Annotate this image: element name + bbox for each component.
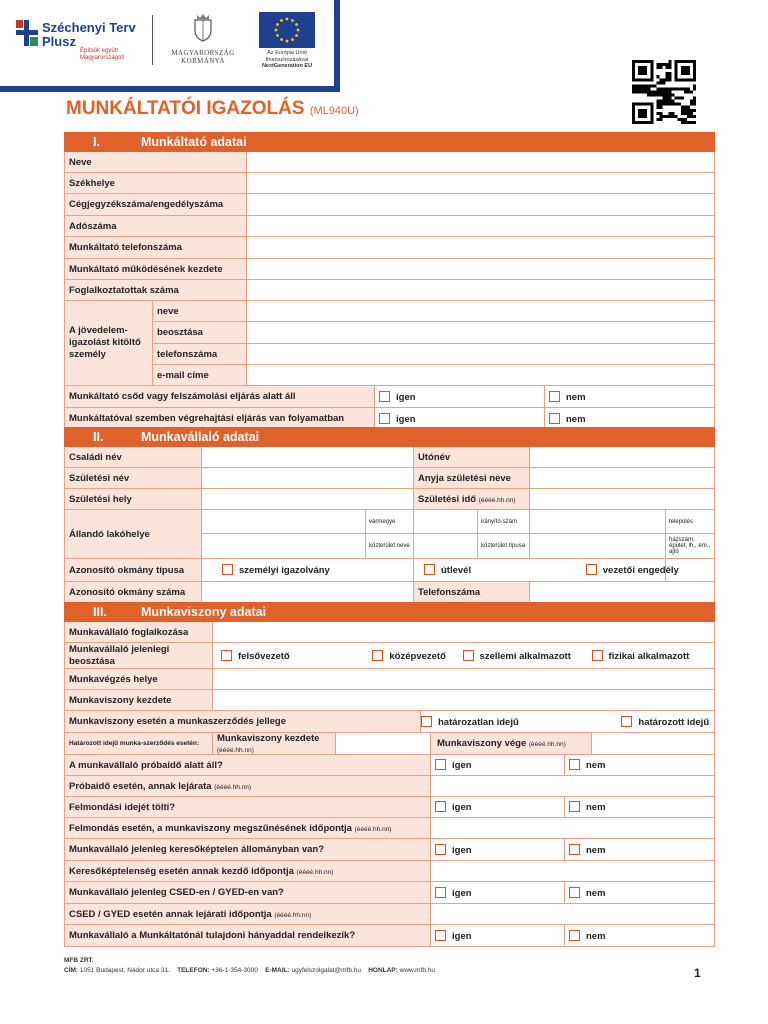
footer-email[interactable]: ugyfelszolgalat@mfb.hu [291, 967, 361, 974]
employment-start-label: Munkaviszony kezdete [65, 690, 213, 711]
form-row [65, 386, 715, 408]
notice-no[interactable]: nem [565, 797, 715, 818]
sick-leave-start-field[interactable] [431, 861, 715, 882]
eu-flag-icon [259, 12, 315, 48]
form-row [65, 582, 715, 603]
csed-label: Munkavállaló jelenleg CSED-en / GYED-en van? [65, 882, 431, 904]
footer-company: MFB ZRT. [64, 957, 94, 964]
header-band [0, 0, 340, 92]
gov-line1: MAGYARORSZÁG [171, 49, 235, 57]
footer-address: 1051 Budapest, Nádor utca 31. [79, 967, 170, 974]
checkbox-bankruptcy-yes[interactable] [379, 391, 390, 402]
form-row [65, 755, 715, 776]
form-row [65, 882, 715, 904]
form-row [65, 839, 715, 861]
employer-start-label: Munkáltató működésének kezdete [65, 259, 247, 280]
id-number-label: Azonosító okmány száma [65, 582, 202, 603]
notice-label: Felmondási idejét tölti? [65, 797, 431, 818]
employer-phone-field[interactable] [247, 237, 715, 259]
szechenyi-terv-logo [14, 18, 144, 68]
form-row [65, 904, 715, 925]
birth-date-label: Születési idő (éééé.hh.nn) [414, 489, 530, 510]
form-row [65, 925, 715, 947]
employment-start-field[interactable] [213, 690, 715, 711]
form-row [65, 259, 715, 280]
form-row [65, 322, 715, 344]
section-employee [64, 427, 715, 603]
county-label: vármegye [366, 510, 414, 534]
form-row [65, 797, 715, 818]
checkbox-ownership-no[interactable] [569, 930, 580, 941]
employer-seat-label: Székhelye [65, 173, 247, 194]
notice-end-field[interactable] [431, 818, 715, 839]
form-row [65, 510, 715, 534]
id-type-option-1[interactable]: személyi igazolvány [202, 559, 414, 582]
street-type-label: közterület típusa [478, 534, 530, 559]
enforcement-no[interactable]: nem [545, 408, 715, 430]
form-row [65, 559, 715, 582]
checkbox-sick-leave-yes[interactable] [435, 844, 446, 855]
contact-name-label: neve [153, 301, 247, 322]
form-row [65, 237, 715, 259]
employee-count-label: Foglalkoztatottak száma [65, 280, 247, 301]
employee-phone-label: Telefonszáma [414, 582, 530, 603]
checkbox-blue-collar[interactable] [592, 650, 603, 661]
fixed-term-dates [213, 733, 715, 755]
position-label: Munkavállaló jelenlegi beosztása [65, 643, 213, 669]
ownership-no[interactable]: nem [565, 925, 715, 947]
eu-line2: finanszírozásával [265, 56, 309, 63]
fixed-term-label: Határozott idejű munka-szerződés esetén: [65, 733, 213, 755]
form-row [65, 861, 715, 882]
employer-taxno-field[interactable] [247, 216, 715, 237]
eu-nextgeneration-logo [252, 12, 322, 80]
form-row [65, 344, 715, 365]
probation-yes[interactable]: igen [431, 755, 565, 776]
section-header-employer: I. Munkáltató adatai [65, 133, 715, 152]
form-row [65, 711, 715, 733]
employer-start-field[interactable] [247, 259, 715, 280]
house-number-field[interactable] [530, 534, 666, 559]
checkbox-bankruptcy-no[interactable] [549, 391, 560, 402]
checkbox-sick-leave-no[interactable] [569, 844, 580, 855]
section-header-employee: II. Munkavállaló adatai [65, 428, 715, 447]
checkbox-probation-no[interactable] [569, 759, 580, 770]
first-name-field[interactable] [530, 447, 715, 468]
probation-label: A munkavállaló próbaidő alatt áll? [65, 755, 431, 776]
hungarian-government-logo [168, 12, 238, 72]
checkbox-passport[interactable] [424, 564, 435, 575]
coat-of-arms-icon [192, 12, 214, 42]
occupation-label: Munkavállaló foglalkozása [65, 622, 213, 643]
employer-regno-field[interactable] [247, 194, 715, 216]
checkbox-driving-licence[interactable] [586, 564, 597, 575]
mother-name-label: Anyja születési neve [414, 468, 530, 489]
szechenyi-plus-icon [16, 20, 38, 46]
checkbox-notice-yes[interactable] [435, 801, 446, 812]
ownership-yes[interactable]: igen [431, 925, 565, 947]
zip-field[interactable] [414, 510, 478, 534]
form-row [65, 365, 715, 386]
footer-phone: +36-1-354-3000 [211, 967, 258, 974]
checkbox-white-collar[interactable] [463, 650, 474, 661]
birth-date-field[interactable] [530, 489, 715, 510]
form-row [65, 468, 715, 489]
birth-name-label: Születési név [65, 468, 202, 489]
sick-leave-label: Munkavállaló jelenleg keresőképtelen állományban van? [65, 839, 431, 861]
notice-end-label: Felmondás esetén, a munkaviszony megszűnésének időpontja (éééé.hh.nn) [65, 818, 431, 839]
bankruptcy-yes[interactable]: igen [375, 386, 545, 408]
szechenyi-name: Széchenyi Terv Plusz [42, 20, 136, 49]
settlement-label: település [666, 510, 715, 534]
county-field[interactable] [202, 510, 366, 534]
employer-name-label: Neve [65, 152, 247, 173]
bankruptcy-label: Munkáltató csőd vagy felszámolási eljárás alatt áll [65, 386, 375, 408]
occupation-field[interactable] [213, 622, 715, 643]
checkbox-id-card[interactable] [222, 564, 233, 575]
fixed-end-field[interactable] [591, 733, 714, 754]
probation-end-field[interactable] [431, 776, 715, 797]
mother-name-field[interactable] [530, 468, 715, 489]
sick-leave-no[interactable]: nem [565, 839, 715, 861]
checkbox-enforcement-yes[interactable] [379, 413, 390, 424]
street-name-field[interactable] [202, 534, 366, 559]
workplace-label: Munkavégzés helye [65, 669, 213, 690]
gov-line2: KORMÁNYA [181, 57, 225, 65]
header-divider [152, 15, 153, 65]
checkbox-middle-manager[interactable] [372, 650, 383, 661]
eu-line1: Az Európai Unió [267, 50, 307, 56]
checkbox-indefinite[interactable] [421, 716, 432, 727]
probation-no[interactable]: nem [565, 755, 715, 776]
section-header-employment: III. Munkaviszony adatai [65, 603, 715, 622]
family-name-label: Családi név [65, 447, 202, 468]
form-row [65, 301, 715, 322]
employer-seat-field[interactable] [247, 173, 715, 194]
form-row [65, 733, 715, 755]
section-employer [64, 132, 715, 430]
eu-line3: NextGeneration EU [261, 63, 313, 69]
contact-position-field[interactable] [247, 322, 715, 344]
employer-phone-label: Munkáltató telefonszáma [65, 237, 247, 259]
checkbox-csed-yes[interactable] [435, 887, 446, 898]
position-options: felsővezető középvezető szellemi alkalmazott fizikai alkalmazott [213, 643, 715, 669]
settlement-field[interactable] [530, 510, 666, 534]
checkbox-notice-no[interactable] [569, 801, 580, 812]
form-row [65, 776, 715, 797]
checkbox-fixed-term[interactable] [621, 716, 632, 727]
footer-website[interactable]: www.mfb.hu [399, 967, 436, 974]
notice-yes[interactable]: igen [431, 797, 565, 818]
bankruptcy-no[interactable]: nem [545, 386, 715, 408]
id-number-field[interactable] [202, 582, 414, 603]
employer-regno-label: Cégjegyzékszáma/engedélyszáma [65, 194, 247, 216]
contact-email-field[interactable] [247, 365, 715, 386]
employee-count-field[interactable] [247, 280, 715, 301]
contact-position-label: beosztása [153, 322, 247, 344]
fixed-end-label: Munkaviszony vége (éééé.hh.nn) [437, 738, 566, 749]
checkbox-csed-no[interactable] [569, 887, 580, 898]
form-row [65, 669, 715, 690]
contact-phone-field[interactable] [247, 344, 715, 365]
contract-type-options: határozatlan idejű határozott idejű [421, 711, 715, 733]
form-row [65, 643, 715, 669]
fixed-start-label: Munkaviszony kezdete (éééé.hh.nn) [217, 732, 320, 754]
birth-place-label: Születési hely [65, 489, 202, 510]
sick-leave-start-label: Keresőképtelenség esetén annak kezdő időpontja (éééé.hh.nn) [65, 861, 431, 882]
id-type-label: Azonosító okmány típusa [65, 559, 202, 582]
probation-end-label: Próbaidő esetén, annak lejárata (éééé.hh.nn) [65, 776, 431, 797]
street-type-field[interactable] [414, 534, 478, 559]
house-number-label: házszám, épület, lh., em., ajtó [666, 534, 715, 559]
workplace-field[interactable] [213, 669, 715, 690]
form-row [65, 280, 715, 301]
form-row [65, 489, 715, 510]
form-row [65, 622, 715, 643]
enforcement-label: Munkáltatóval szemben végrehajtási eljárás van folyamatban [65, 408, 375, 430]
szechenyi-slogan: Építsük együtt Magyarországot! [80, 48, 125, 61]
birth-place-field[interactable] [202, 489, 414, 510]
family-name-field[interactable] [202, 447, 414, 468]
document-code: (ML940U) [309, 105, 359, 117]
checkbox-enforcement-no[interactable] [549, 413, 560, 424]
csed-end-label: CSED / GYED esetén annak lejárati időpontja (éééé.hh.nn) [65, 904, 431, 925]
address-label: Állandó lakóhelye [65, 510, 202, 559]
section-employment [64, 602, 715, 947]
ownership-label: Munkavállaló a Munkáltatónál tulajdoni hányaddal rendelkezik? [65, 925, 431, 947]
page-footer: MFB ZRT. CÍM: 1051 Budapest, Nádor utca 31. TELEFON: +36-1-354-3000 E-MAIL: ugyfelszolgalat@mfb.hu HONLAP: www.mfb.hu [64, 957, 436, 974]
checkbox-senior-manager[interactable] [221, 650, 232, 661]
document-title: MUNKÁLTATÓI IGAZOLÁS (ML940U) [66, 98, 359, 119]
contact-person-label: A jövedelem-igazolást kitöltő személy [65, 301, 153, 386]
birth-name-field[interactable] [202, 468, 414, 489]
form-row [65, 194, 715, 216]
contract-type-label: Munkaviszony esetén a munkaszerződés jellege [65, 711, 421, 733]
form-row [65, 216, 715, 237]
employer-name-field[interactable] [247, 152, 715, 173]
form-row [65, 690, 715, 711]
fixed-start-field[interactable] [335, 733, 431, 754]
qr-code-icon [632, 60, 696, 124]
first-name-label: Utónév [414, 447, 530, 468]
form-row [65, 818, 715, 839]
employer-taxno-label: Adószáma [65, 216, 247, 237]
employee-phone-field[interactable] [530, 582, 715, 603]
form-row [65, 173, 715, 194]
csed-yes[interactable]: igen [431, 882, 565, 904]
street-name-label: közterület neve [366, 534, 414, 559]
form-row [65, 152, 715, 173]
contact-name-field[interactable] [247, 301, 715, 322]
checkbox-probation-yes[interactable] [435, 759, 446, 770]
checkbox-ownership-yes[interactable] [435, 930, 446, 941]
contact-phone-label: telefonszáma [153, 344, 247, 365]
csed-no[interactable]: nem [565, 882, 715, 904]
sick-leave-yes[interactable]: igen [431, 839, 565, 861]
contact-email-label: e-mail címe [153, 365, 247, 386]
csed-end-field[interactable] [431, 904, 715, 925]
id-type-option-2[interactable]: útlevél vezetői engedély [414, 559, 666, 582]
form-row [65, 447, 715, 468]
page-number: 1 [694, 966, 701, 980]
zip-label: irányító-szám [478, 510, 530, 534]
enforcement-yes[interactable]: igen [375, 408, 545, 430]
